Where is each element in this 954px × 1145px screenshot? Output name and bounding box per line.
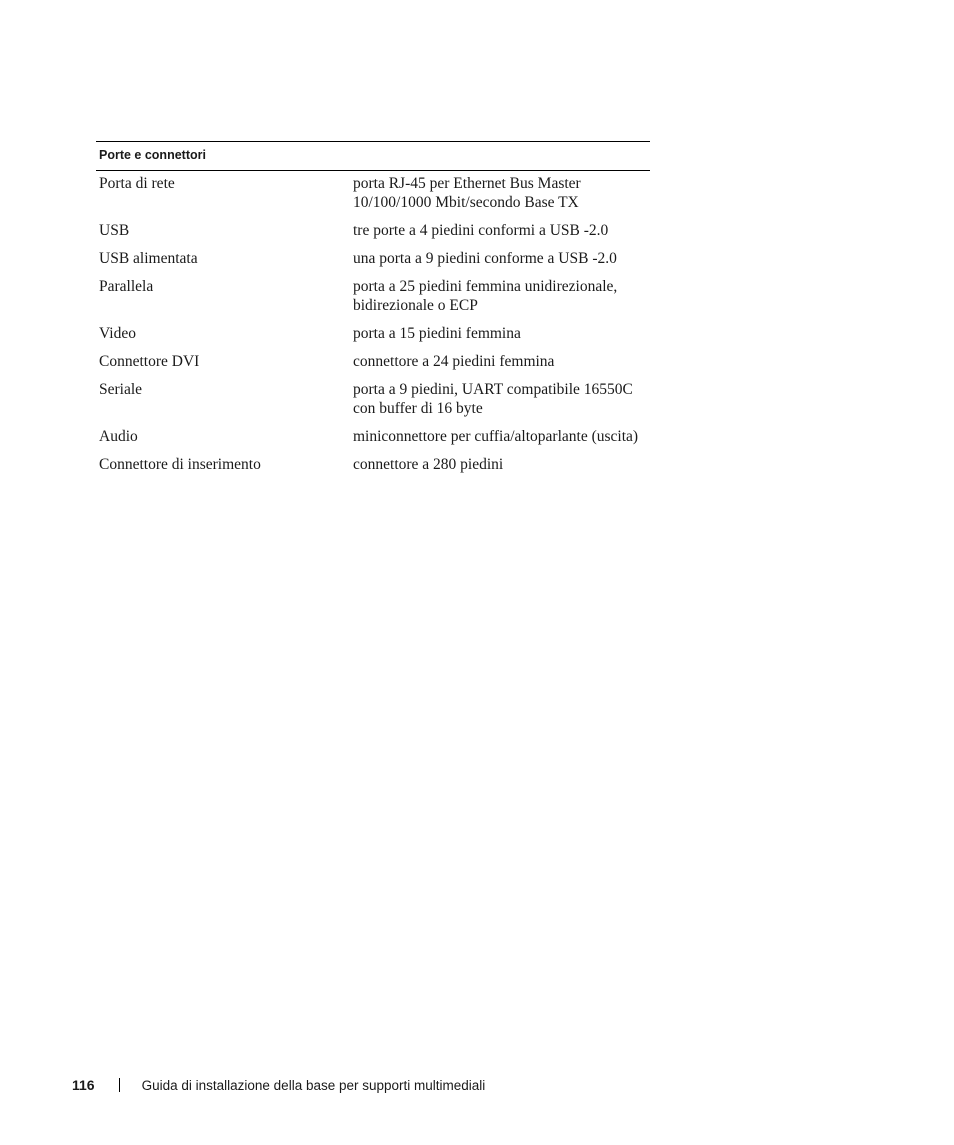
row-label: Connettore di inserimento [99,456,261,473]
row-value: porta a 9 piedini, UART compatibile 16550C con buffer di 16 byte [353,381,633,417]
table-row [96,380,650,427]
row-label: Connettore DVI [99,353,200,370]
table-row [96,352,650,380]
row-value: connettore a 280 piedini [353,456,504,473]
table-row [96,171,650,222]
row-value: connettore a 24 piedini femmina [353,353,555,370]
row-label: Video [99,325,136,342]
row-label: USB alimentata [99,250,198,267]
table-row [96,277,650,324]
row-label: Audio [99,428,138,445]
row-value: porta a 25 piedini femmina unidirezionale, bidirezionale o ECP [353,278,618,314]
row-value: tre porte a 4 piedini conformi a USB -2.0 [353,222,609,239]
row-value: porta RJ-45 per Ethernet Bus Master 10/100/1000 Mbit/secondo Base TX [353,175,581,211]
table-row [96,249,650,277]
row-label: Parallela [99,278,154,295]
ports-connectors-table [96,141,650,483]
page-footer [72,1077,485,1093]
row-value: una porta a 9 piedini conforme a USB -2.0 [353,250,617,267]
row-value: porta a 15 piedini femmina [353,325,521,342]
footer-separator [119,1078,120,1092]
table-header-row [96,142,650,171]
row-label: USB [99,222,130,239]
row-value: miniconnettore per cuffia/altoparlante (uscita) [353,428,639,445]
row-label: Porta di rete [99,175,175,192]
table-row [96,324,650,352]
table-row [96,221,650,249]
row-label: Seriale [99,381,143,398]
table-row [96,455,650,483]
footer-title: Guida di installazione della base per supporti multimediali [141,1077,486,1093]
page-number: 116 [72,1077,95,1093]
table-row [96,427,650,455]
table-header: Porte e connettori [96,142,650,171]
